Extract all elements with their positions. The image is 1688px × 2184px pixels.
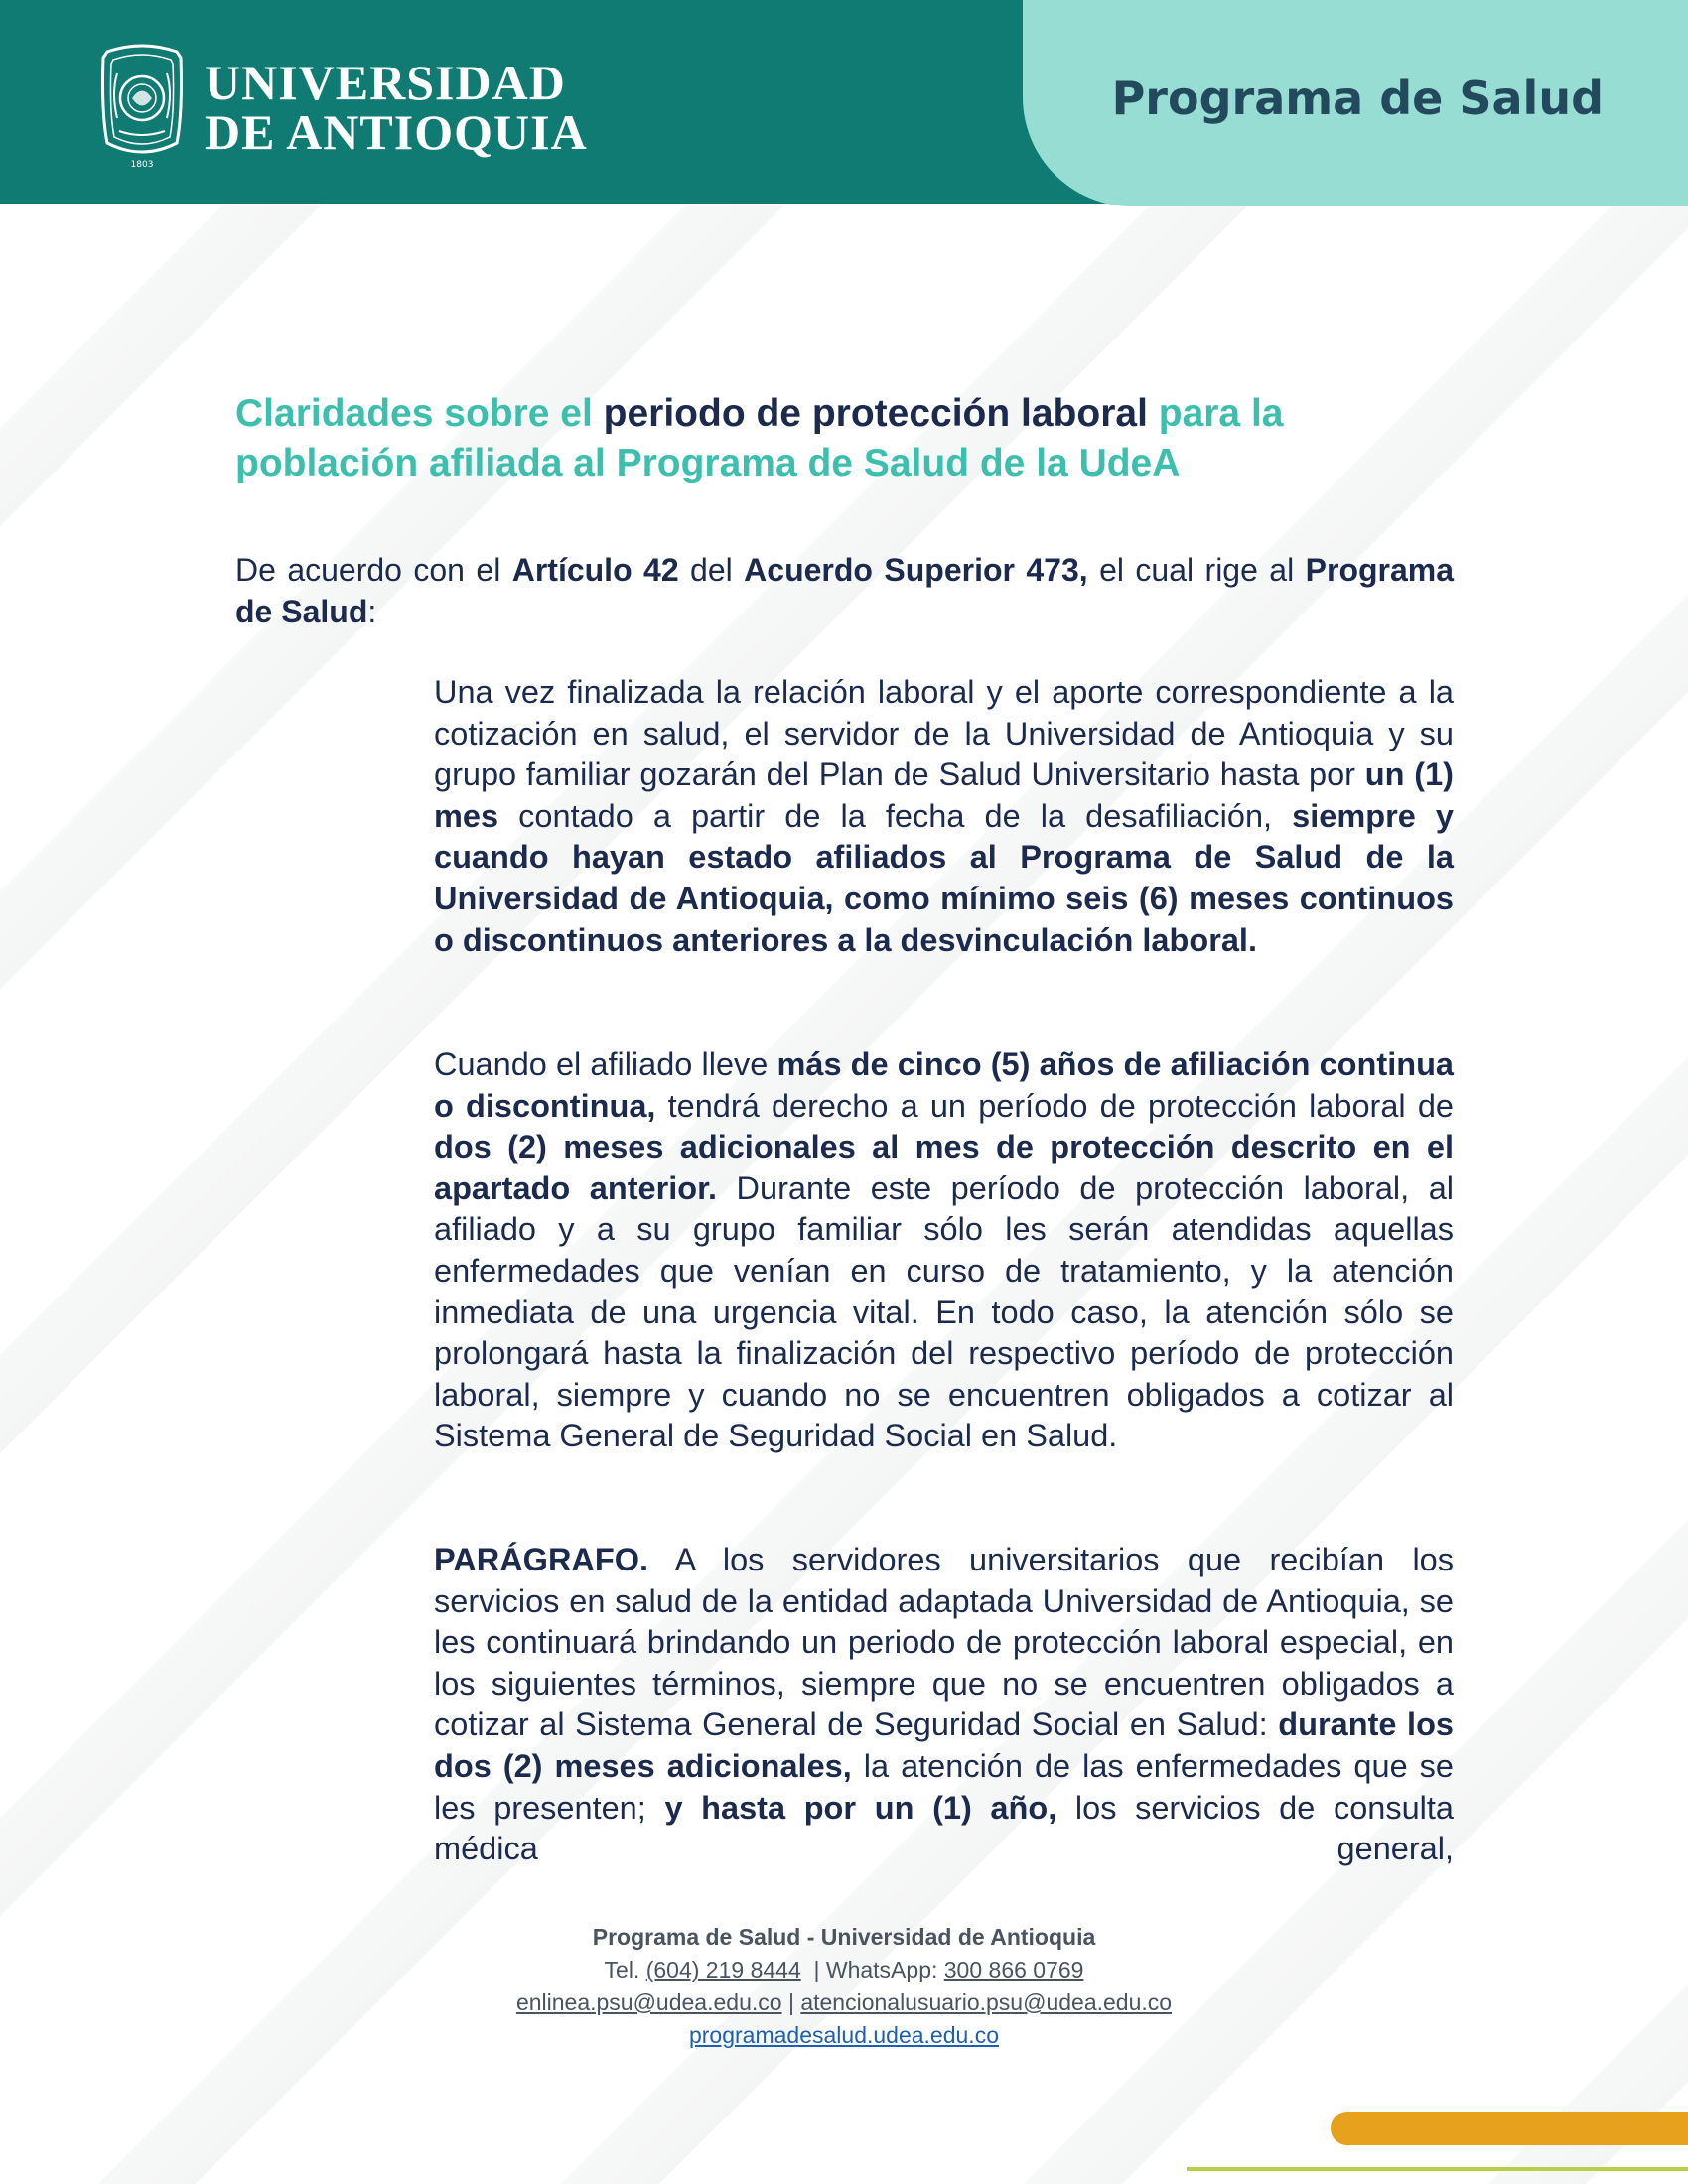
quote-paragraph-3 <box>434 1540 1454 1870</box>
footer-contact-line <box>348 1954 1340 1986</box>
paragraph-text: Cuando el afiliado lleve <box>434 1046 777 1082</box>
paragraph-bold: y hasta por un (1) año, <box>664 1789 1057 1826</box>
quote-paragraph-2 <box>434 1044 1454 1457</box>
whatsapp-link[interactable]: 300 866 0769 <box>943 1957 1084 1982</box>
intro-article: Artículo 42 <box>511 552 679 588</box>
paragraph-text: Una vez finalizada la relación laboral y el aporte correspondiente a la cotización en salud, el servidor de la Universidad de Antioquia y su grupo familiar gozarán del Plan de Salud Universitario hasta por <box>434 674 1454 793</box>
paragraph-text: A los servidores universitarios que recibían los servicios en salud de la entidad adaptada Universidad de Antioquia, se les continuará brindando un periodo de protección laboral especial, en los siguientes términos, siempre que no se encuentren obligados a cotizar al Sistema General de Seguridad Social en Salud: <box>434 1542 1454 1743</box>
quote-paragraph-1 <box>434 672 1454 961</box>
title-part3: para la población afiliada al Programa de Salud de la UdeA <box>235 392 1284 484</box>
footer-website-line <box>348 2019 1340 2052</box>
email-link-enlinea[interactable]: enlinea.psu@udea.edu.co <box>515 1989 782 2015</box>
footer-email-line <box>348 1986 1340 2019</box>
paragraph-text: los servicios de consulta médica general, <box>434 1789 1455 1867</box>
paragraph-text: Durante este período de protección laboral, al afiliado y a su grupo familiar sólo les serán atendidas aquellas enfermedades que venían en curso de tratamiento, y la atención inmediata de una urgencia vital. En todo caso, la atención sólo se prolongará hasta la finalización del respectivo período de protección laboral, siempre y cuando no se encuentren obligados a cotizar al Sistema General de Seguridad Social en Salud. <box>434 1169 1454 1454</box>
paragraph-text: la atención de las enfermedades que se les presenten; <box>434 1747 1454 1826</box>
footer-organization: Programa de Salud - Universidad de Antioquia <box>592 1924 1096 1950</box>
university-name-line1: UNIVERSIDAD <box>205 55 566 110</box>
paragraph-bold: siempre y cuando hayan estado afiliados al Programa de Salud de la Universidad de Antioquia, como mínimo seis (6) meses continuos o discontinuos anteriores a la desvinculación laboral. <box>434 797 1455 958</box>
svg-text:1803: 1803 <box>130 160 154 170</box>
page-footer <box>348 1921 1340 2052</box>
paragraph-heading: PARÁGRAFO. <box>434 1542 649 1577</box>
document-title <box>235 389 1455 488</box>
paragraph-bold: dos (2) meses adicionales al mes de protección descrito en el apartado anterior. <box>434 1129 1454 1206</box>
paragraph-text: contado a partir de la fecha de la desafiliación, <box>498 797 1293 834</box>
decorative-orange-bar <box>1331 2112 1688 2145</box>
title-highlight: periodo de protección laboral <box>603 392 1148 435</box>
intro-text: De acuerdo con el <box>235 552 512 588</box>
intro-text: el cual rige al <box>1087 552 1306 588</box>
university-name-line2: DE ANTIOQUIA <box>205 104 588 160</box>
paragraph-text: tendrá derecho a un período de protección laboral de <box>655 1087 1454 1124</box>
website-link[interactable]: programadesalud.udea.edu.co <box>688 2022 999 2048</box>
intro-program: Programa de Salud <box>235 552 1455 629</box>
intro-agreement: Acuerdo Superior 473, <box>744 552 1088 588</box>
footer-separator: | <box>781 1989 801 2015</box>
decorative-green-line <box>1187 2167 1688 2171</box>
program-title: Programa de Salud <box>1111 71 1604 125</box>
email-link-atencion[interactable]: atencionalusuario.psu@udea.edu.co <box>800 1989 1173 2015</box>
paragraph-bold: un (1) mes <box>434 756 1454 834</box>
paragraph-bold: durante los dos (2) meses adicionales, <box>434 1706 1454 1784</box>
phone-link[interactable]: (604) 219 8444 <box>645 1957 801 1982</box>
intro-paragraph <box>235 549 1454 632</box>
footer-whatsapp-label: | WhatsApp: <box>800 1957 944 1982</box>
intro-text: del <box>678 552 745 588</box>
intro-text: : <box>367 594 377 629</box>
title-part1: Claridades sobre el <box>235 392 604 435</box>
paragraph-bold: más de cinco (5) años de afiliación continua o discontinua, <box>434 1046 1455 1124</box>
footer-tel-label: Tel. <box>604 1957 646 1982</box>
